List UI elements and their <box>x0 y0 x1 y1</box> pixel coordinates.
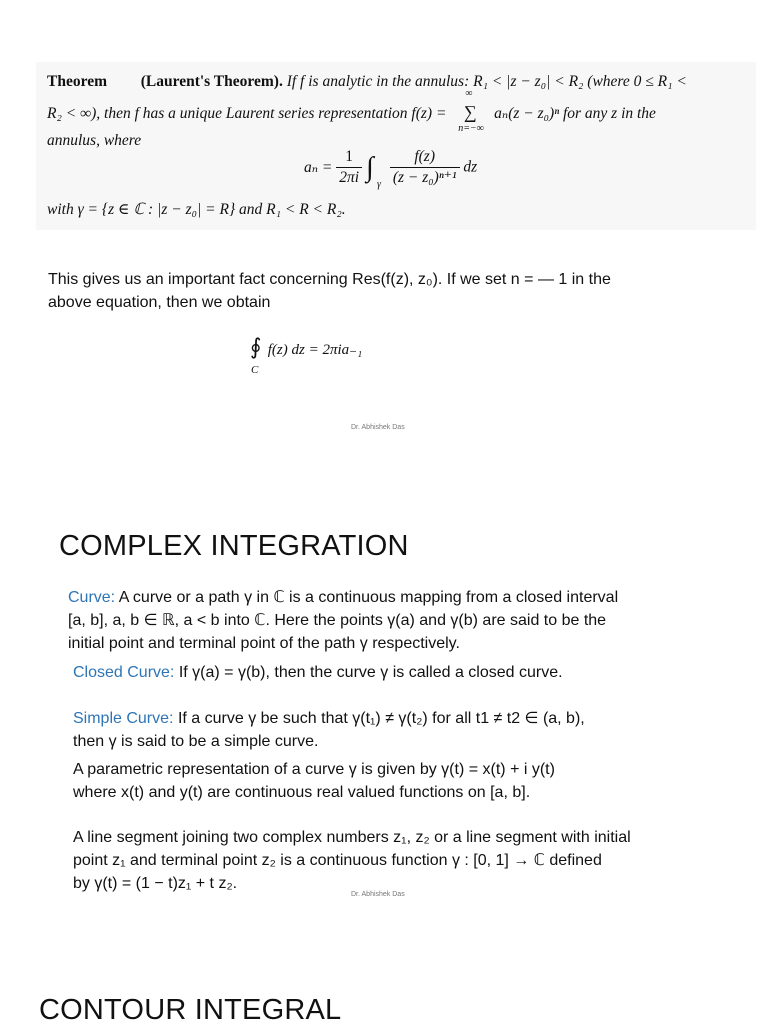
integral-subscript: γ <box>376 178 381 190</box>
theorem-label: Theorem <box>47 73 107 90</box>
laurent-coefficient-formula <box>304 148 478 190</box>
theorem-name: (Laurent's Theorem). <box>140 73 283 90</box>
curve-definition-line-1: Curve: A curve or a path γ in ℂ is a continuous mapping from a closed interval <box>68 589 619 606</box>
simple-curve-definition-line-1: Simple Curve: If a curve γ be such that γ(t₁) ≠ γ(t₂) for all t1 ≠ t2 ∈ (a, b), <box>73 710 585 727</box>
theorem-line-3: annulus, where <box>47 132 142 149</box>
slide-title: COMPLEX INTEGRATION <box>59 530 409 562</box>
sum-upper-limit: ∞ <box>465 88 473 99</box>
slide-footer: Dr. Abhishek Das <box>351 891 405 898</box>
segment-line-1: A line segment joining two complex numbers z₁, z₂ or a line segment with initial <box>73 829 631 846</box>
formula-lhs: aₙ = <box>304 159 333 177</box>
parametric-line-2: where x(t) and y(t) are continuous real valued functions on [a, b]. <box>73 784 531 801</box>
contour-integral-symbol: ∮ <box>250 334 262 359</box>
sum-lower-limit: n=−∞ <box>458 123 484 134</box>
closed-curve-definition: Closed Curve: If γ(a) = γ(b), then the curve γ is called a closed curve. <box>73 664 563 681</box>
curve-definition-line-2: [a, b], a, b ∈ ℝ, a < b into ℂ. Here the points γ(a) and γ(b) are said to be the <box>68 612 607 629</box>
slide-complex-integration <box>0 492 768 922</box>
theorem-line-1 <box>47 73 687 91</box>
closed-curve-label: Closed Curve: <box>73 664 175 681</box>
theorem-hypothesis: If f is analytic in the annulus: R₁ < |z − z₀| < R₂ (where 0 ≤ R₁ < <box>286 73 687 90</box>
formula-fraction-2: $\frac{f(z)}{\text{(z − z₀)ⁿ⁺¹}}$ <box>390 148 460 187</box>
formula-fraction-1: $\frac{1}{2\pi i}$ <box>336 148 362 187</box>
parametric-line-1: A parametric representation of a curve γ is given by γ(t) = x(t) + i y(t) <box>73 761 555 778</box>
residue-paragraph-line-2: above equation, then we obtain <box>48 294 271 311</box>
slide-footer: Dr. Abhishek Das <box>351 424 405 431</box>
integral-symbol: ∫ <box>365 151 374 183</box>
simple-curve-label: Simple Curve: <box>73 710 174 727</box>
series-term: aₙ(z − z₀)ⁿ for any z in the <box>494 105 656 122</box>
curve-label: Curve: <box>68 589 116 606</box>
slide-laurent-theorem <box>0 0 768 462</box>
segment-line-2: point z₁ and terminal point z₂ is a continuous function γ : [0, 1] → ℂ defined <box>73 852 602 869</box>
residue-paragraph-line-1: This gives us an important fact concerning Res(f(z), z₀). If we set n = — 1 in the <box>48 271 611 288</box>
theorem-line-2 <box>47 88 656 134</box>
formula-dz: dz <box>463 158 478 176</box>
theorem-conclusion: R₂ < ∞), then f has a unique Laurent series representation f(z) = <box>47 105 447 122</box>
slide-title: CONTOUR INTEGRAL <box>39 994 342 1026</box>
segment-line-3: by γ(t) = (1 − t)z₁ + t z₂. <box>73 875 238 892</box>
contour-equation: f(z) dz = 2πia₋₁ <box>267 342 363 358</box>
contour-subscript: C <box>251 364 259 376</box>
slide-contour-integral <box>0 980 768 1024</box>
theorem-line-4: with γ = {z ∈ ℂ : |z − z₀| = R} and R₁ < R < R₂. <box>47 201 346 218</box>
curve-definition-line-3: initial point and terminal point of the path γ respectively. <box>68 635 460 652</box>
contour-integral-formula <box>250 334 363 376</box>
simple-curve-definition-line-2: then γ is said to be a simple curve. <box>73 733 319 750</box>
sum-symbol: ∑ <box>463 102 477 122</box>
